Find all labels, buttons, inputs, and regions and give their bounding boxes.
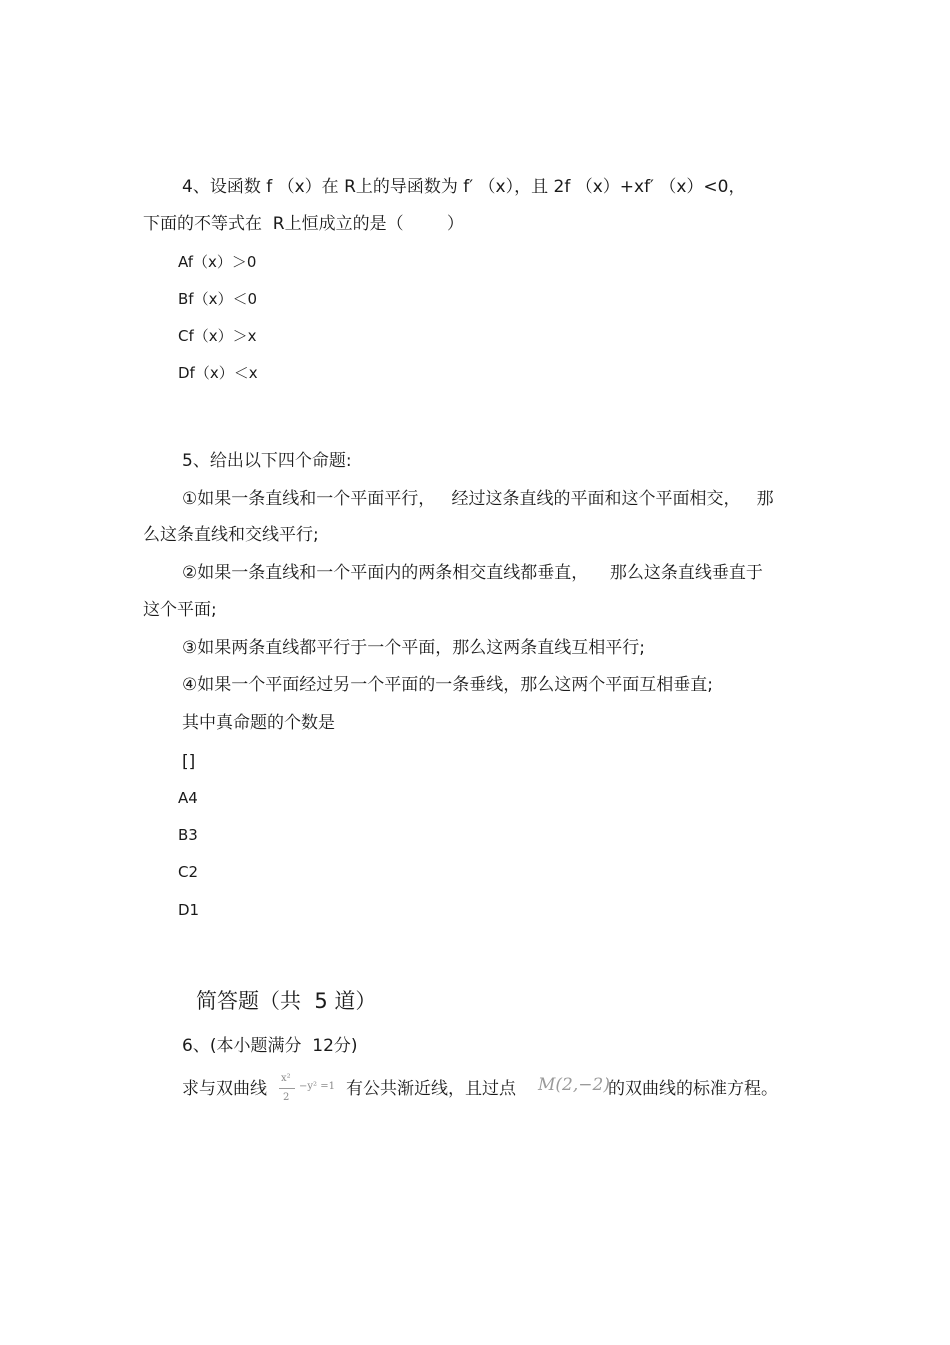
fraction-bar (279, 1088, 295, 1089)
q5-proposition-1-line-1: ①如果一条直线和一个平面平行， 经过这条直线的平面和这个平面相交， 那 (182, 489, 774, 509)
q5-proposition-2-line-1: ②如果一条直线和一个平面内的两条相交直线都垂直， 那么这条直线垂直于 (182, 563, 763, 583)
q5-proposition-1-line-2: 么这条直线和交线平行; (143, 525, 319, 545)
formula-denominator: 2 (283, 1092, 290, 1103)
q4-line-2: 下面的不等式在 R上恒成立的是（ ） (143, 214, 464, 234)
q6-text-middle: 有公共渐近线，且过点 (346, 1079, 516, 1099)
point-m-formula: M(2,−2) (538, 1075, 610, 1095)
q4-option-b: Bf（x）＜0 (178, 290, 257, 308)
q5-option-d: D1 (178, 901, 200, 919)
q4-line-1: 4、设函数 f （x）在 R上的导函数为 f′ （x），且 2f （x）+xf′ （x）<0， (182, 177, 746, 197)
q5-proposition-3: ③如果两条直线都平行于一个平面，那么这两条直线互相平行; (182, 638, 645, 658)
q6-text-start: 求与双曲线 (182, 1079, 267, 1099)
q5-option-c: C2 (178, 863, 199, 881)
q5-proposition-4: ④如果一个平面经过另一个平面的一条垂线，那么这两个平面互相垂直; (182, 675, 713, 695)
q4-option-a: Af（x）＞0 (178, 253, 257, 271)
q5-question: 其中真命题的个数是 (182, 713, 335, 733)
formula-numerator: x² (281, 1073, 291, 1084)
q5-option-b: B3 (178, 826, 198, 844)
q5-intro: 5、给出以下四个命题: (182, 451, 352, 471)
q4-option-c: Cf（x）＞x (178, 327, 257, 345)
q6-header: 6、(本小题满分 12分) (182, 1036, 358, 1056)
formula-remainder: −y² =1 (299, 1081, 335, 1092)
hyperbola-formula (279, 1073, 345, 1107)
q5-answer-bracket: [] (182, 752, 196, 772)
q5-proposition-2-line-2: 这个平面; (143, 600, 217, 620)
section-title: 简答题（共 5 道） (196, 989, 377, 1013)
q6-text-end: 的双曲线的标准方程。 (608, 1079, 778, 1099)
q5-option-a: A4 (178, 789, 198, 807)
q4-option-d: Df（x）＜x (178, 364, 258, 382)
